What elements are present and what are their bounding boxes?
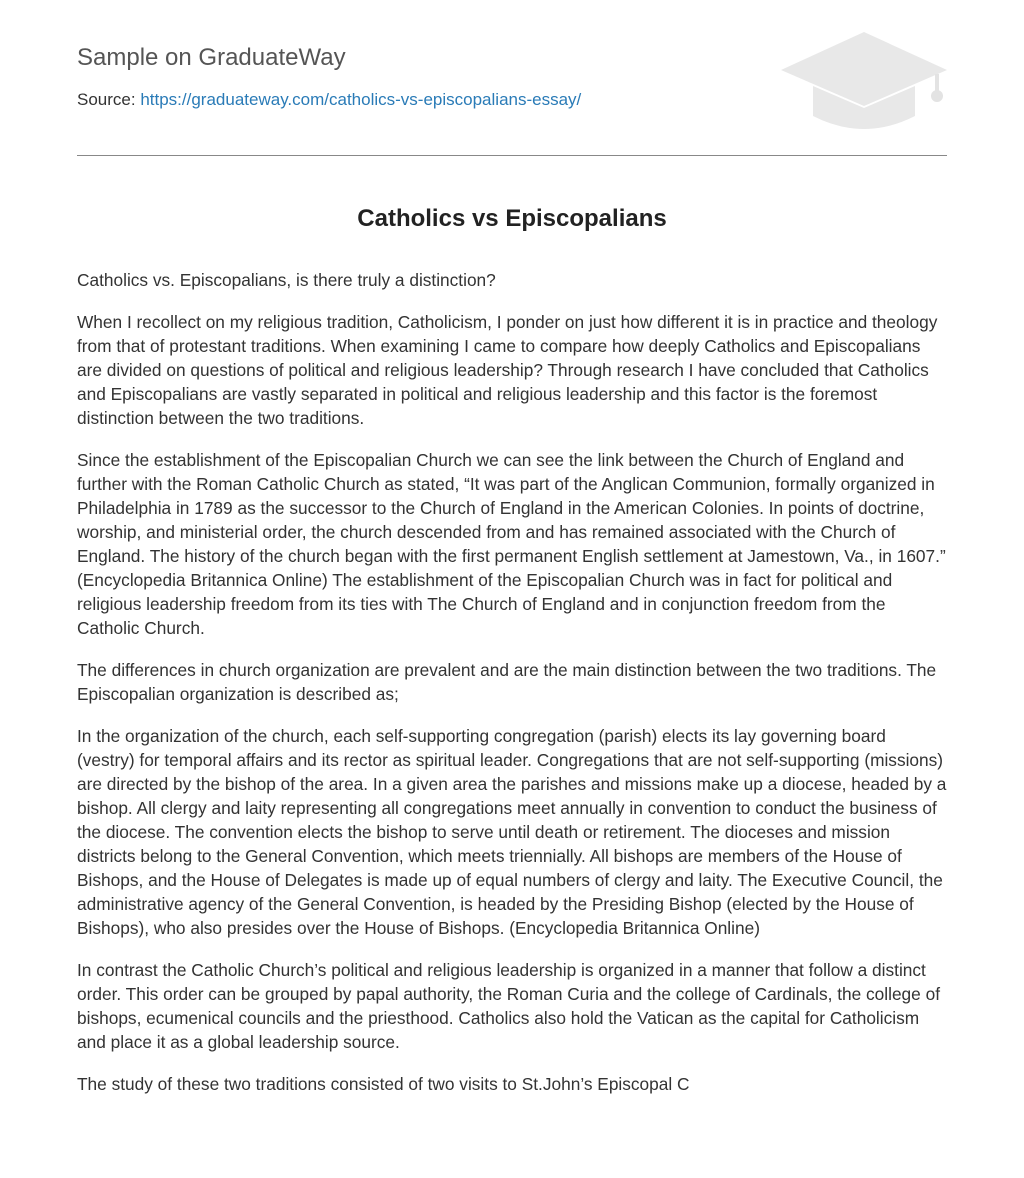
essay-paragraph: When I recollect on my religious tradition, Catholicism, I ponder on just how different it is in practice and theology from that of protestant traditions. When examining I came to compare how deeply Catholics and Episcopalians are divided on questions of political and religious leadership? Through research I have concluded that Catholics and Episcopalians are vastly separated in political and religious leadership and this factor is the foremost distinction between the two traditions. [77, 312, 938, 428]
site-title: Sample on GraduateWay [77, 44, 346, 71]
graduation-cap-icon [781, 30, 947, 132]
essay-paragraph: Since the establishment of the Episcopalian Church we can see the link between the Church of England and further with the Roman Catholic Church as stated, “It was part of the Anglican Communion, formally organized in Philadelphia in 1789 as the successor to the Church of England in the American Colonies. In points of doctrine, worship, and ministerial order, the church descended from and has remained associated with the Church of England. The history of the church began with the first permanent English settlement at Jamestown, Va., in 1607.” (Encyclopedia Britannica Online) The establishment of the Episcopalian Church was in fact for political and religious leadership freedom from its ties with The Church of England and in conjunction freedom from the Catholic Church. [77, 450, 946, 638]
source-line [77, 90, 581, 110]
essay-paragraph: In the organization of the church, each self-supporting congregation (parish) elects its lay governing board (vestry) for temporal affairs and its rector as spiritual leader. Congregations that are not self-supporting (missions) are directed by the bishop of the area. In a given area the parishes and missions make up a diocese, headed by a bishop. All clergy and laity representing all congregations meet annually in convention to conduct the business of the diocese. The convention elects the bishop to serve until death or retirement. The dioceses and mission districts belong to the General Convention, which meets triennially. All bishops are members of the House of Bishops, and the House of Delegates is made up of equal numbers of clergy and laity. The Executive Council, the administrative agency of the General Convention, is headed by the Presiding Bishop (elected by the House of Bishops), who also presides over the House of Bishops. (Encyclopedia Britannica Online) [77, 726, 947, 938]
header-divider [77, 155, 947, 156]
cap-tassel [931, 90, 943, 102]
essay-paragraph: The study of these two traditions consisted of two visits to St.John’s Episcopal C [77, 1074, 690, 1094]
source-link[interactable]: https://graduateway.com/catholics-vs-episcopalians-essay/ [140, 90, 582, 109]
cap-board [781, 32, 947, 106]
essay-paragraph: Catholics vs. Episcopalians, is there truly a distinction? [77, 270, 496, 290]
essay-title: Catholics vs Episcopalians [357, 205, 667, 232]
essay-paragraph: The differences in church organization are prevalent and are the main distinction between the two traditions. The Episcopalian organization is described as; [77, 660, 937, 704]
essay-body [77, 268, 947, 1114]
source-label: Source: [77, 90, 136, 109]
essay-paragraph: In contrast the Catholic Church’s political and religious leadership is organized in a manner that follow a distinct order. This order can be grouped by papal authority, the Roman Curia and the college of Cardinals, the college of bishops, ecumenical councils and the priesthood. Catholics also hold the Vatican as the capital for Catholicism and place it as a global leadership source. [77, 960, 940, 1052]
